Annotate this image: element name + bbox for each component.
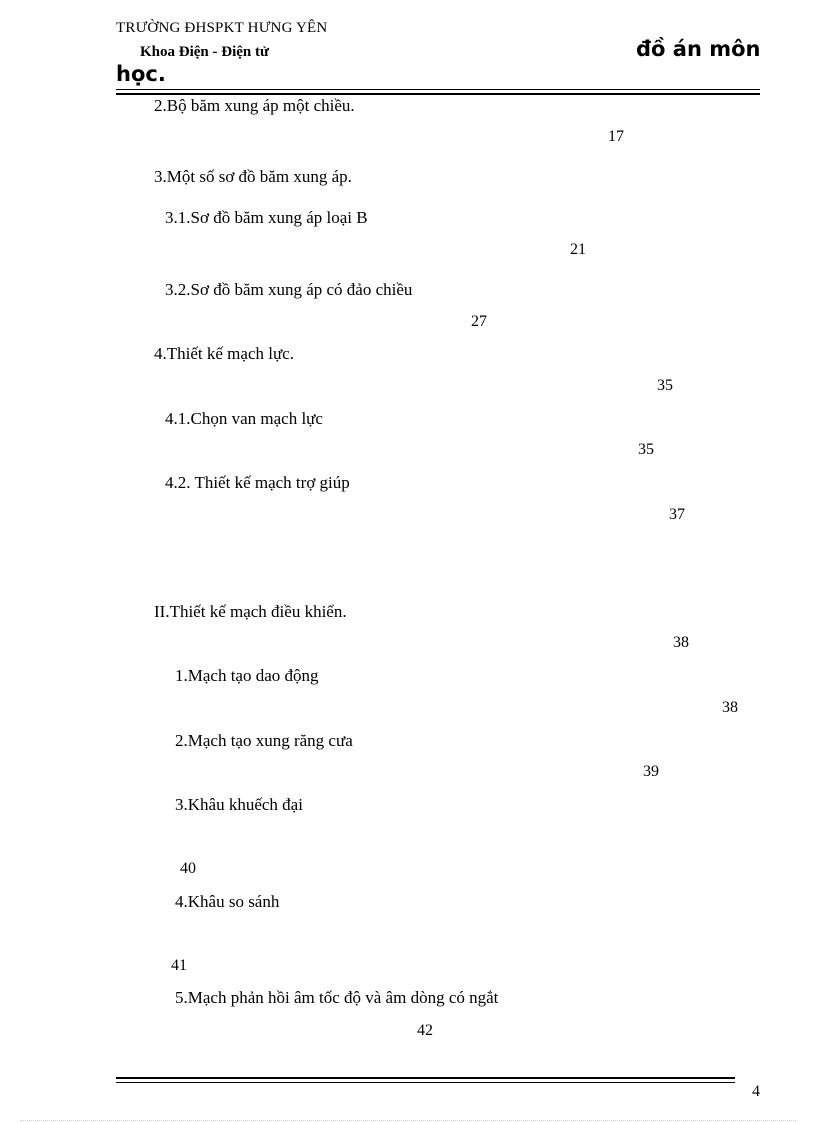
footer-rule-bottom bbox=[116, 1082, 735, 1083]
toc-entry-text: 4.1.Chọn van mạch lực bbox=[165, 409, 323, 428]
page-number: 4 bbox=[752, 1083, 760, 1100]
toc-entry-page: 40 bbox=[180, 860, 196, 877]
toc-entry-text: 1.Mạch tạo dao động bbox=[175, 666, 319, 685]
header-rule-top bbox=[116, 89, 760, 90]
toc-entry-page: 42 bbox=[417, 1022, 433, 1039]
toc-entry-text: 2.Mạch tạo xung răng cưa bbox=[175, 731, 353, 750]
toc-entry-text: 5.Mạch phản hồi âm tốc độ và âm dòng có ngắt bbox=[175, 988, 499, 1007]
toc-entry-text: 3.Khâu khuếch đại bbox=[175, 795, 303, 814]
toc-entry-text: 4.2. Thiết kế mạch trợ giúp bbox=[165, 473, 350, 492]
toc-entry-page: 41 bbox=[171, 957, 187, 974]
department-name: Khoa Điện - Điện tử bbox=[140, 44, 270, 60]
toc-entry-text: 3.Một số sơ đồ băm xung áp. bbox=[154, 167, 352, 186]
toc-entry-page: 21 bbox=[570, 241, 586, 258]
toc-entry-page: 27 bbox=[471, 313, 487, 330]
course-title: đồ án môn bbox=[636, 37, 761, 61]
page-edge-divider bbox=[20, 1120, 796, 1121]
toc-entry-page: 17 bbox=[608, 128, 624, 145]
toc-entry-text: II.Thiết kế mạch điều khiển. bbox=[154, 602, 347, 621]
toc-entry-text: 4.Khâu so sánh bbox=[175, 892, 280, 911]
toc-entry-text: 3.1.Sơ đồ băm xung áp loại B bbox=[165, 208, 368, 227]
toc-entry-text: 3.2.Sơ đồ băm xung áp có đảo chiều bbox=[165, 280, 413, 299]
toc-entry-page: 35 bbox=[638, 441, 654, 458]
toc-entry-page: 38 bbox=[722, 699, 738, 716]
toc-entry-page: 38 bbox=[673, 634, 689, 651]
toc-entry-page: 39 bbox=[643, 763, 659, 780]
toc-entry-page: 35 bbox=[657, 377, 673, 394]
course-title-continued: học. bbox=[116, 62, 166, 86]
toc-entry-text: 4.Thiết kế mạch lực. bbox=[154, 344, 294, 363]
toc-entry-page: 37 bbox=[669, 506, 685, 523]
footer-rule-top bbox=[116, 1077, 735, 1079]
toc-entry-text: 2.Bộ băm xung áp một chiều. bbox=[154, 96, 355, 115]
school-name: TRƯỜNG ĐHSPKT HƯNG YÊN bbox=[116, 20, 328, 36]
header-rule-bottom bbox=[116, 93, 760, 95]
